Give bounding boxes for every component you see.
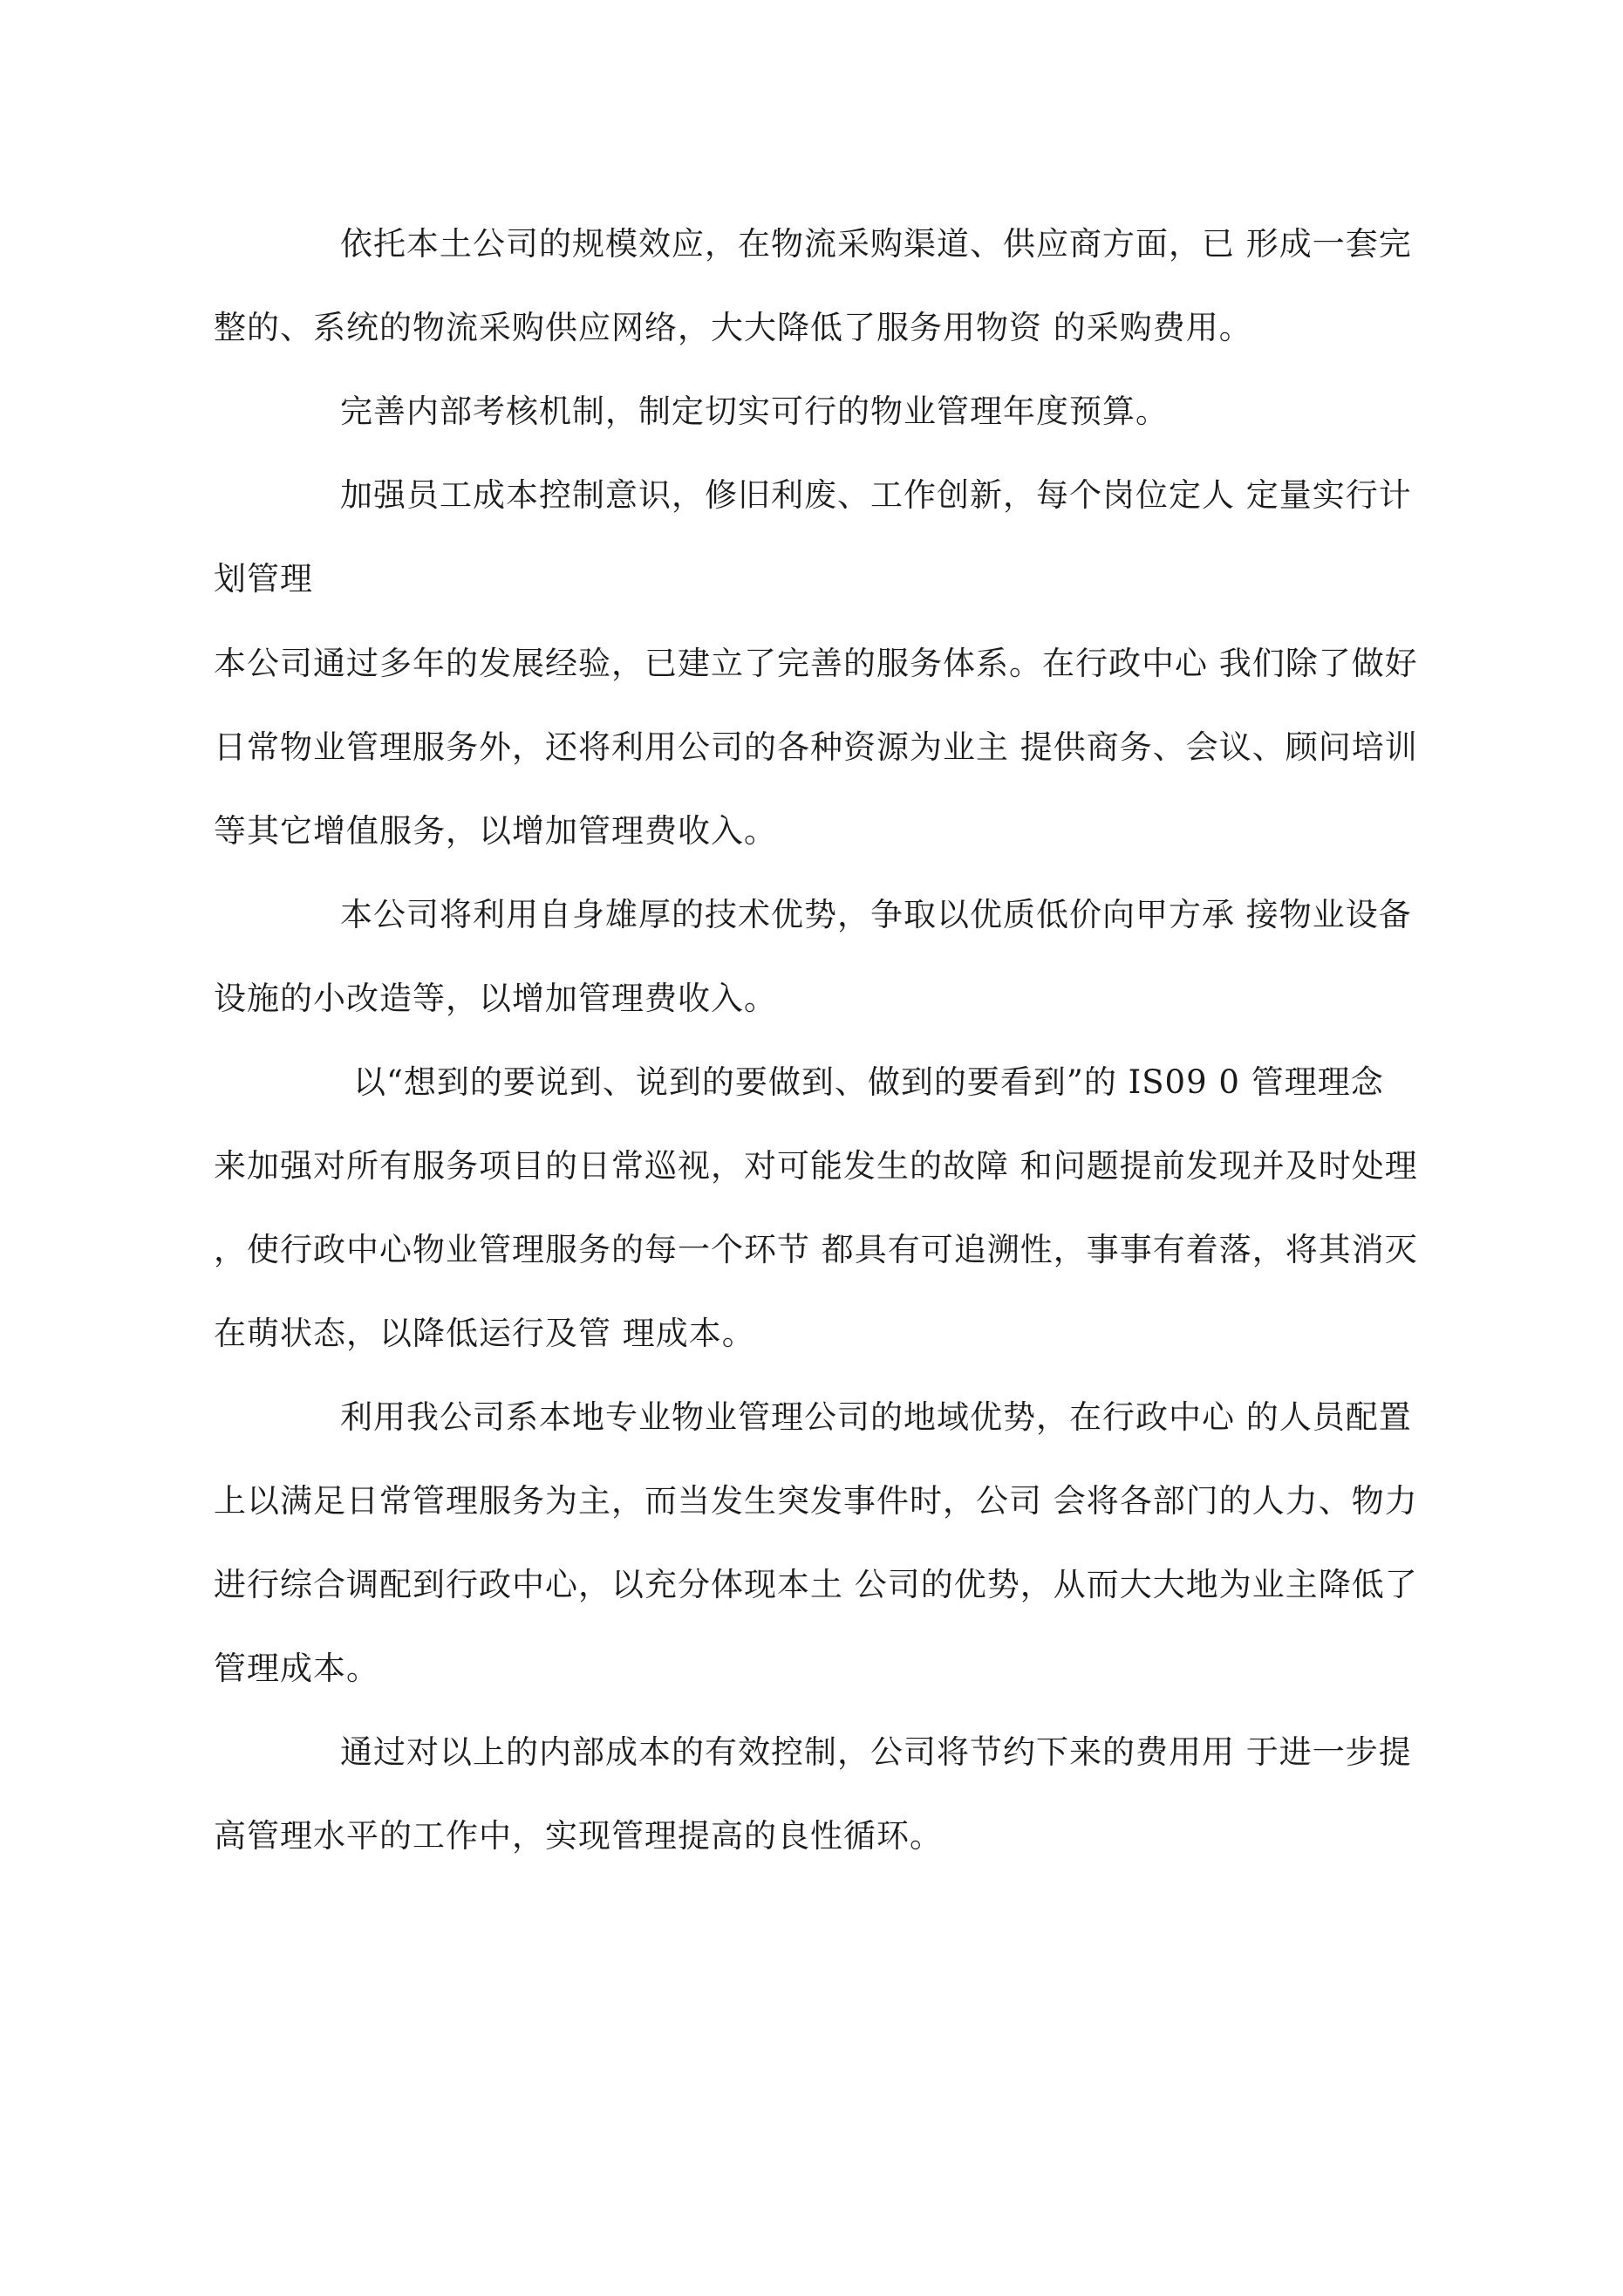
paragraph-8-line-2: 高管理水平的工作中，实现管理提高的良性循环。 xyxy=(214,1817,943,1855)
paragraph-4-line-1: 本公司通过多年的发展经验，已建立了完善的服务体系。在行政中心 我们除了做好 xyxy=(214,645,1418,682)
paragraph-1-line-2: 整的、系统的物流采购供应网络，大大降低了服务用物资 的采购费用。 xyxy=(214,309,1252,346)
paragraph-7-line-2: 上以满足日常管理服务为主，而当发生突发事件时，公司 会将各部门的人力、物力 xyxy=(214,1482,1418,1520)
paragraph-7-line-4: 管理成本。 xyxy=(214,1650,379,1687)
paragraph-7-line-1: 利用我公司系本地专业物业管理公司的地域优势，在行政中心 的人员配置 xyxy=(340,1398,1412,1436)
paragraph-3-line-2: 划管理 xyxy=(214,560,313,598)
paragraph-2-line-1: 完善内部考核机制，制定切实可行的物业管理年度预算。 xyxy=(340,393,1169,430)
paragraph-3-line-1: 加强员工成本控制意识，修旧利废、工作创新，每个岗位定人 定量实行计 xyxy=(340,476,1412,514)
paragraph-5-line-2: 设施的小改造等，以增加管理费收入。 xyxy=(214,980,777,1017)
paragraph-6-line-4: 在萌状态，以降低运行及管 理成本。 xyxy=(214,1315,755,1352)
paragraph-5-line-1: 本公司将利用自身雄厚的技术优势，争取以优质低价向甲方承 接物业设备 xyxy=(340,896,1412,933)
paragraph-6-line-1: 以“想到的要说到、说到的要做到、做到的要看到”的 IS09 0 管理理念 xyxy=(353,1063,1384,1101)
paragraph-4-line-3: 等其它增值服务，以增加管理费收入。 xyxy=(214,812,777,850)
paragraph-8-line-1: 通过对以上的内部成本的有效控制，公司将节约下来的费用用 于进一步提 xyxy=(340,1733,1412,1771)
paragraph-1-line-1: 依托本土公司的规模效应，在物流采购渠道、供应商方面，已 形成一套完 xyxy=(340,225,1412,263)
paragraph-6-line-2: 来加强对所有服务项目的日常巡视，对可能发生的故障 和问题提前发现并及时处理 xyxy=(214,1147,1418,1185)
paragraph-4-line-2: 日常物业管理服务外，还将利用公司的各种资源为业主 提供商务、会议、顾问培训 xyxy=(214,728,1418,766)
paragraph-7-line-3: 进行综合调配到行政中心，以充分体现本土 公司的优势，从而大大地为业主降低了 xyxy=(214,1566,1418,1603)
paragraph-6-line-3: ，使行政中心物业管理服务的每一个环节 都具有可追溯性，事事有着落，将其消灭 xyxy=(214,1231,1418,1268)
